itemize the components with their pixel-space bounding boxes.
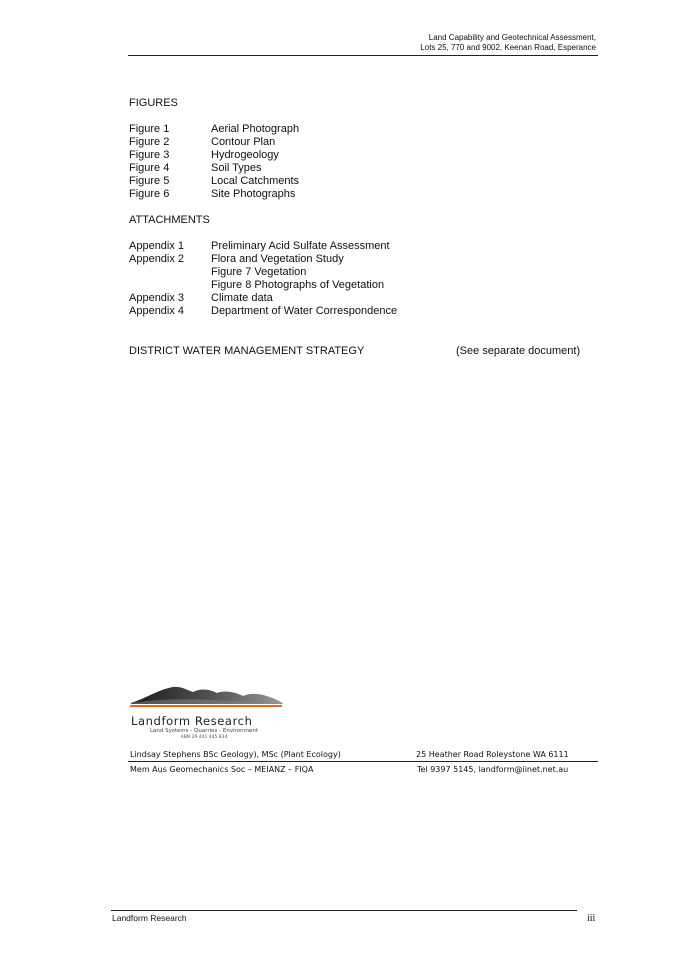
attachment-label: Appendix 3 <box>129 292 185 304</box>
figure-label: Figure 3 <box>129 149 170 161</box>
contact-rule <box>128 761 598 762</box>
attachment-label: Appendix 4 <box>129 305 185 317</box>
landform-research-logo <box>129 684 284 744</box>
figure-label: Figure 5 <box>129 175 170 187</box>
footer-rule <box>111 910 577 911</box>
attachment-label: Appendix 1 <box>129 240 185 252</box>
attachment-title: Department of Water Correspondence <box>211 305 398 317</box>
contact-memberships: Mem Aus Geomechanics Soc – MEIANZ – FIQA <box>130 765 314 774</box>
figure-label: Figure 1 <box>129 123 170 135</box>
figure-title: Local Catchments <box>211 175 300 187</box>
header-rule <box>128 55 598 56</box>
attachments-heading: ATTACHMENTS <box>129 214 210 226</box>
figure-title: Soil Types <box>211 162 262 174</box>
attachment-title: Flora and Vegetation Study <box>211 253 344 265</box>
contact-name: Lindsay Stephens BSc Geology), MSc (Plant Ecology) <box>130 750 341 759</box>
attachment-title: Climate data <box>211 292 273 304</box>
figure-title: Aerial Photograph <box>211 123 300 135</box>
page-number: iii <box>587 913 596 924</box>
attachment-label: Appendix 2 <box>129 253 185 265</box>
figure-label: Figure 6 <box>129 188 170 200</box>
logo-tagline: Land Systems - Quarries - Environment <box>149 728 258 734</box>
attachment-title: Figure 7 Vegetation <box>211 266 307 278</box>
footer-company: Landform Research <box>112 913 187 923</box>
header-title-line1: Land Capability and Geotechnical Assessment, <box>428 33 596 42</box>
logo-abn: ABN 29 441 445 834 <box>180 735 228 740</box>
contact-address: 25 Heather Road Roleystone WA 6111 <box>416 750 569 759</box>
attachment-title: Preliminary Acid Sulfate Assessment <box>211 240 390 252</box>
figure-title: Site Photographs <box>211 188 296 200</box>
strategy-title: DISTRICT WATER MANAGEMENT STRATEGY <box>129 345 365 357</box>
strategy-note: (See separate document) <box>456 345 581 357</box>
figure-label: Figure 2 <box>129 136 170 148</box>
figures-heading: FIGURES <box>129 97 178 109</box>
logo-name: Landform Research <box>131 714 253 728</box>
contact-phone-email: Tel 9397 5145, landform@iinet.net.au <box>417 765 569 774</box>
header-title-line2: Lots 25, 770 and 9002, Keenan Road, Esperance <box>420 43 596 52</box>
figure-title: Contour Plan <box>211 136 276 148</box>
figure-label: Figure 4 <box>129 162 170 174</box>
mountain-logo-icon <box>129 684 284 710</box>
attachment-title: Figure 8 Photographs of Vegetation <box>211 279 385 291</box>
figure-title: Hydrogeology <box>211 149 279 161</box>
